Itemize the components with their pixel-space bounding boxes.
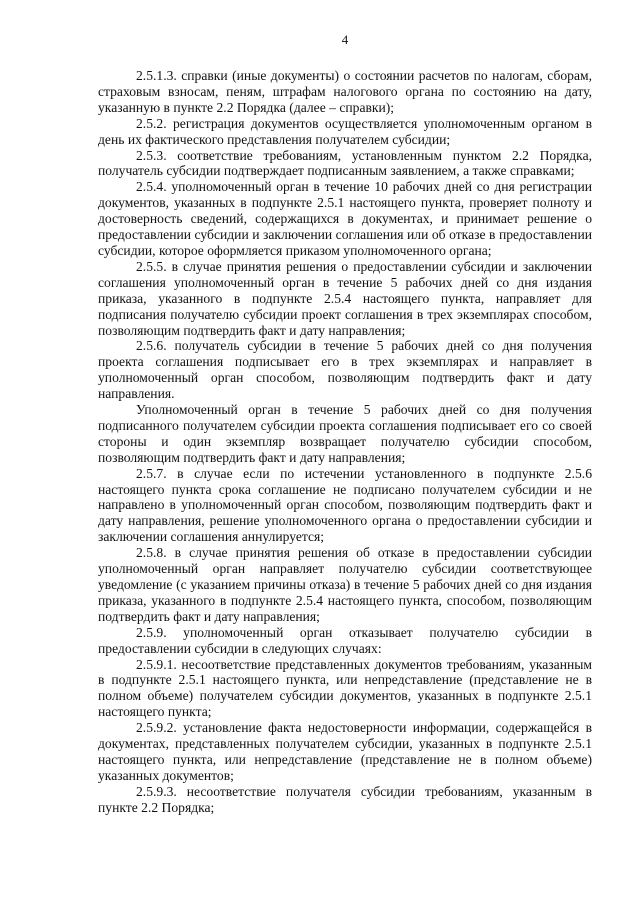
paragraph-2-5-9-1: 2.5.9.1. несоответствие представленных документов требованиям, указанным в подпункте 2.5.1 настоящего пункта, или непредставление (представление не в полном объеме) получателем субсидии документов, указанных в подпункте 2.5.1 настоящего пункта; xyxy=(98,656,592,720)
paragraph-2-5-9: 2.5.9. уполномоченный орган отказывает получателю субсидии в предоставлении субсидии в следующих случаях: xyxy=(98,624,592,656)
document-body xyxy=(98,68,592,816)
paragraph-2-5-9-3: 2.5.9.3. несоответствие получателя субсидии требованиям, указанным в пункте 2.2 Порядка; xyxy=(98,783,592,815)
paragraph-2-5-6: 2.5.6. получатель субсидии в течение 5 рабочих дней со дня получения проекта соглашения подписывает его в трех экземплярах и направляет в уполномоченный орган способом, позволяющим подтвердить факт и дату направления. xyxy=(98,338,592,402)
paragraph-2-5-8: 2.5.8. в случае принятия решения об отказе в предоставлении субсидии уполномоченный орган направляет получателю субсидии соответствующее уведомление (с указанием причины отказа) в течение 5 рабочих дней со дня издания приказа, указанного в подпункте 2.5.4 настоящего пункта, способом, позволяющим подтвердить факт и дату направления; xyxy=(98,545,592,624)
paragraph-2-5-2: 2.5.2. регистрация документов осуществляется уполномоченным органом в день их фактического представления получателем субсидии; xyxy=(98,115,592,147)
paragraph-2-5-6-continued: Уполномоченный орган в течение 5 рабочих дней со дня получения подписанного получателем субсидии проекта соглашения подписывает его со своей стороны и один экземпляр возвращает получателю субсидии способом, позволяющим подтвердить факт и дату направления; xyxy=(98,402,592,465)
paragraph-2-5-9-2: 2.5.9.2. установление факта недостоверности информации, содержащейся в документах, представленных получателем субсидии, указанных в подпункте 2.5.1 настоящего пункта, или непредставление (представление не в полном объеме) указанных документов; xyxy=(98,720,592,783)
paragraph-2-5-1-3: 2.5.1.3. справки (иные документы) о состоянии расчетов по налогам, сборам, страховым взносам, пеням, штрафам налогового органа по состоянию на дату, указанную в пункте 2.2 Порядка (далее – справки); xyxy=(98,68,592,115)
paragraph-2-5-4: 2.5.4. уполномоченный орган в течение 10 рабочих дней со дня регистрации документов, указанных в подпункте 2.5.1 настоящего пункта, проверяет полноту и достоверность сведений, содержащихся в документах, и принимает решение о предоставлении субсидии и заключении соглашения или об отказе в предоставлении субсидии, которое оформляется приказом уполномоченного органа; xyxy=(98,179,592,258)
paragraph-2-5-5: 2.5.5. в случае принятия решения о предоставлении субсидии и заключении соглашения уполномоченный орган в течение 5 рабочих дней со дня издания приказа, указанного в подпункте 2.5.4 настоящего пункта, направляет для подписания получателю субсидии проект соглашения в трех экземплярах способом, позволяющим подтвердить факт и дату направления; xyxy=(98,258,592,338)
paragraph-2-5-3: 2.5.3. соответствие требованиям, установленным пунктом 2.2 Порядка, получатель субсидии подтверждает подписанным заявлением, а также справками; xyxy=(98,147,592,179)
paragraph-2-5-7: 2.5.7. в случае если по истечении установленного в подпункте 2.5.6 настоящего пункта срока соглашение не подписано получателем субсидии и не направлено в уполномоченный орган способом, позволяющим подтвердить факт и дату направления, решение уполномоченного органа о предоставлении субсидии и заключении соглашения аннулируется; xyxy=(98,465,592,545)
page-number: 4 xyxy=(341,32,349,47)
